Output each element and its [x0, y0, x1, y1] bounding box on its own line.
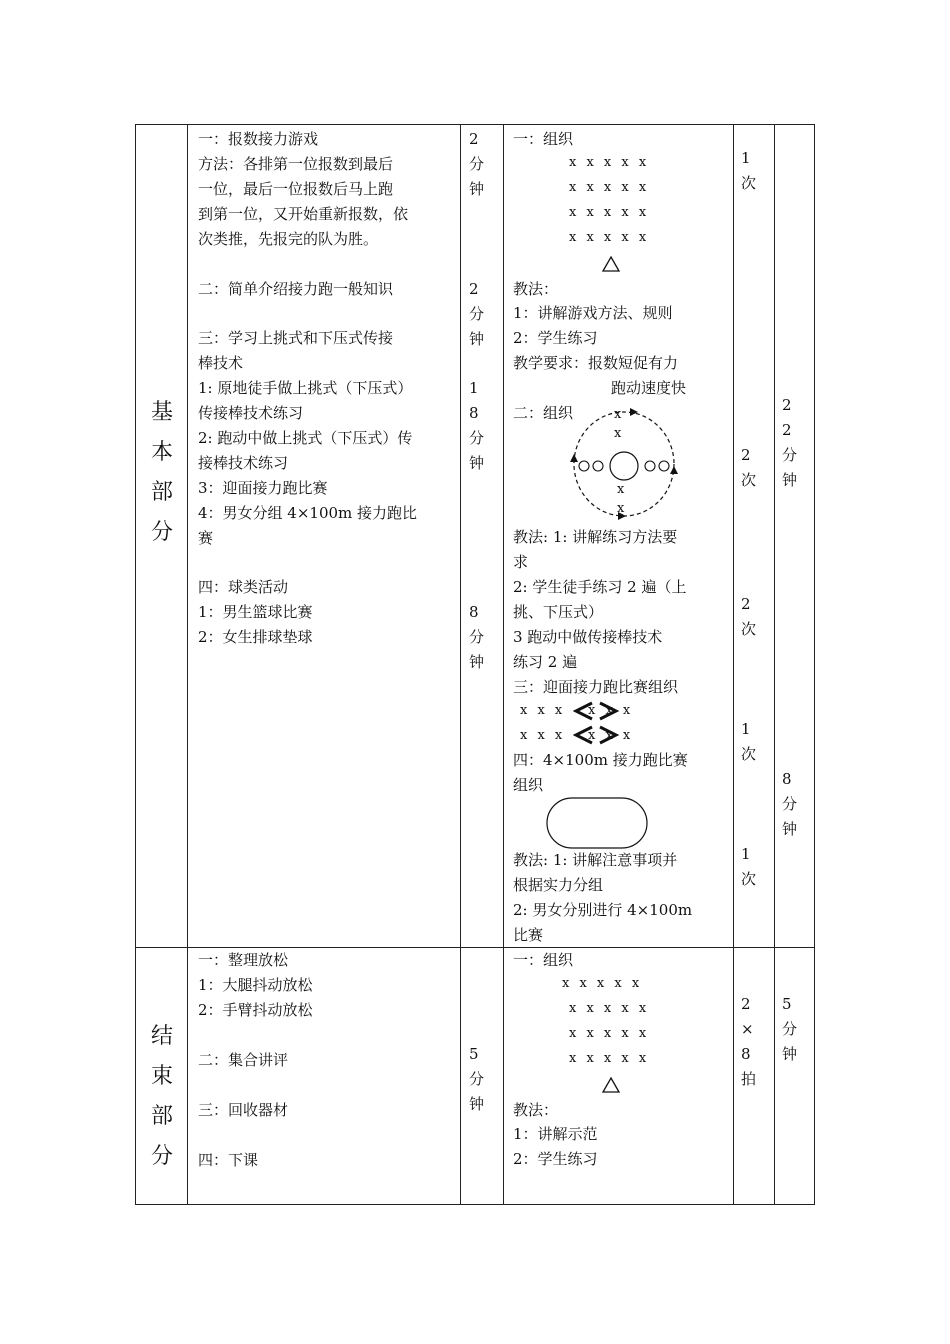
teach-method-item: 挑、下压式）	[513, 603, 604, 621]
repetition-count: 2 × 8 拍	[741, 995, 757, 1088]
lesson-plan-table	[135, 124, 815, 1205]
teaching-requirement: 跑动速度快	[611, 379, 687, 397]
intro-title: 二：简单介绍接力跑一般知识	[198, 280, 394, 298]
relay-team-row: x x x	[520, 728, 566, 743]
column-divider	[503, 125, 504, 1204]
game-title: 一：报数接力游戏	[198, 130, 319, 148]
column-divider	[774, 125, 775, 1204]
time-value: 1 8 分 钟	[469, 379, 485, 472]
formation-row: x x x x x	[569, 1051, 650, 1066]
total-time: 5 分 钟	[782, 995, 798, 1063]
relay-team-row: x x x	[588, 703, 634, 718]
relay-arrows-diagram	[574, 699, 622, 749]
game-method-line: 一位，最后一位报数后马上跑	[198, 180, 394, 198]
total-time: 8 分 钟	[782, 770, 798, 838]
teach-method-item: 教法: 1: 讲解练习方法要	[513, 528, 678, 546]
circle-relay-diagram	[572, 408, 682, 520]
formation-row: x x x x x	[569, 180, 650, 195]
teach-method-item: 练习 2 遍	[513, 653, 578, 671]
time-value: 8 分 钟	[469, 603, 485, 671]
teach-method-item: 3 跑动中做传接棒技术	[513, 628, 663, 646]
relay-organization-title: 三：迎面接力跑比赛组织	[513, 678, 679, 696]
ball-item: 2：女生排球垫球	[198, 628, 313, 646]
column-divider	[460, 125, 461, 1204]
repetition-count: 1 次	[741, 149, 757, 192]
teach-method-item: 2: 学生徒手练习 2 遍（上	[513, 578, 687, 596]
track-organization-title: 组织	[513, 776, 544, 794]
learn-item: 接棒技术练习	[198, 454, 289, 472]
learn-item: 赛	[198, 529, 214, 547]
teach-method-label: 教法：	[513, 1101, 559, 1119]
teach-method-item: 教法: 1: 讲解注意事项并	[513, 851, 678, 869]
time-value: 5 分 钟	[469, 1045, 485, 1113]
teacher-triangle-icon	[602, 1077, 620, 1093]
runner-marker: x	[614, 426, 622, 441]
formation-row: x x x x x	[569, 230, 650, 245]
teach-method-item: 1：讲解示范	[513, 1125, 598, 1143]
relay-team-row: x x x	[588, 728, 634, 743]
repetition-count: 2 次	[741, 595, 757, 638]
repetition-count: 1 次	[741, 720, 757, 763]
teach-method-item: 2: 男女分别进行 4×100m	[513, 901, 693, 919]
teach-method-item: 1：讲解游戏方法、规则	[513, 304, 673, 322]
learn-item: 1: 原地徒手做上挑式（下压式）	[198, 379, 413, 397]
learn-title: 三：学习上挑式和下压式传接	[198, 329, 394, 347]
formation-row: x x x x x	[569, 1001, 650, 1016]
teaching-requirement: 教学要求：报数短促有力	[513, 354, 679, 372]
dismiss-title: 四：下课	[198, 1151, 259, 1169]
organization-title: 一：组织	[513, 951, 574, 969]
teach-method-item: 求	[513, 553, 529, 571]
time-value: 2 分 钟	[469, 280, 485, 348]
teach-method-item: 2：学生练习	[513, 1150, 598, 1168]
repetition-count: 1 次	[741, 845, 757, 888]
runner-marker: x	[617, 501, 625, 516]
column-divider	[733, 125, 734, 1204]
equipment-title: 三：回收器材	[198, 1101, 289, 1119]
relay-team-row: x x x	[520, 703, 566, 718]
review-title: 二：集合讲评	[198, 1051, 289, 1069]
organization-title: 二：组织	[513, 404, 574, 422]
track-organization-title: 四：4×100m 接力跑比赛	[513, 751, 688, 769]
ball-title: 四：球类活动	[198, 578, 289, 596]
formation-row: x x x x x	[569, 205, 650, 220]
game-method-line: 到第一位，又开始重新报数，依	[198, 205, 409, 223]
learn-item: 4：男女分组 4×100m 接力跑比	[198, 504, 418, 522]
relax-item: 2：手臂抖动放松	[198, 1001, 313, 1019]
time-value: 2 分 钟	[469, 130, 485, 198]
total-time: 2 2 分 钟	[782, 396, 798, 489]
learn-item: 3：迎面接力跑比赛	[198, 479, 328, 497]
column-divider	[187, 125, 188, 1204]
teach-method-label: 教法：	[513, 280, 559, 298]
teacher-triangle-icon	[602, 256, 620, 272]
game-method-line: 次类推，先报完的队为胜。	[198, 230, 379, 248]
running-track-diagram	[546, 797, 648, 849]
relax-item: 1：大腿抖动放松	[198, 976, 313, 994]
runner-marker: x	[617, 482, 625, 497]
relax-title: 一：整理放松	[198, 951, 289, 969]
repetition-count: 2 次	[741, 446, 757, 489]
teach-method-item: 根据实力分组	[513, 876, 604, 894]
section-title-basic: 基 本 部 分	[150, 400, 173, 545]
game-method-line: 方法：各排第一位报数到最后	[198, 155, 394, 173]
learn-title: 棒技术	[198, 354, 244, 372]
formation-row: x x x x x	[569, 1026, 650, 1041]
teach-method-item: 2：学生练习	[513, 329, 598, 347]
ball-item: 1：男生篮球比赛	[198, 603, 313, 621]
organization-title: 一：组织	[513, 130, 574, 148]
learn-item: 2: 跑动中做上挑式（下压式）传	[198, 429, 413, 447]
section-title-end: 结 束 部 分	[150, 1024, 173, 1169]
teach-method-item: 比赛	[513, 926, 544, 944]
formation-row: x x x x x	[562, 976, 643, 991]
learn-item: 传接棒技术练习	[198, 404, 304, 422]
runner-marker: x	[614, 407, 622, 422]
formation-row: x x x x x	[569, 155, 650, 170]
